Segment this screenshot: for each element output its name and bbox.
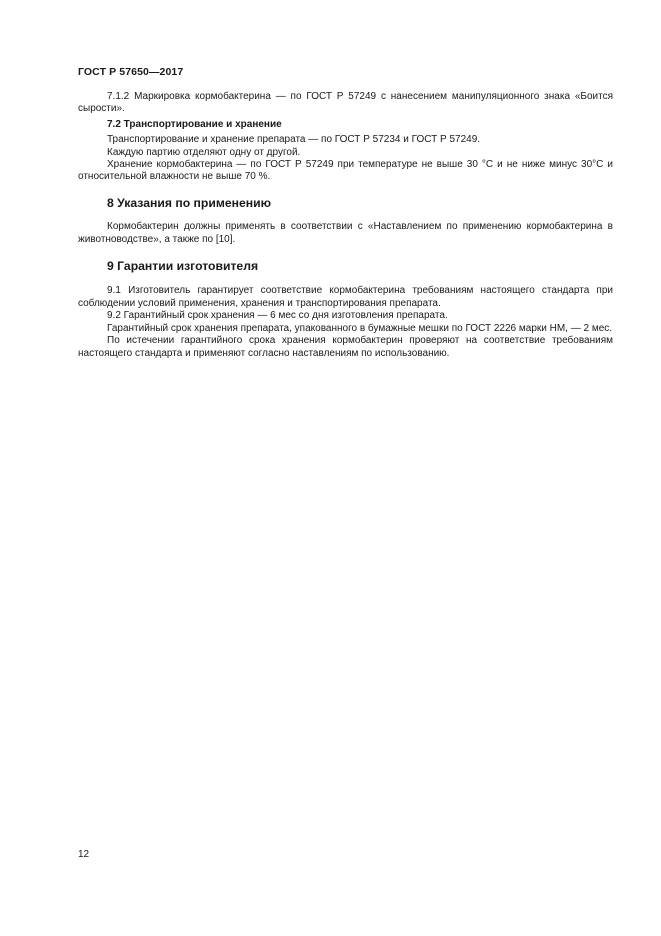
paragraph-8: Кормобактерин должны применять в соответствии с «Наставлением по применению кормобактерина в животноводстве», а также по [10]. — [78, 221, 613, 245]
paragraph-storage: Хранение кормобактерина — по ГОСТ Р 57249 при температуре не выше 30 °С и не ниже минус 30°С и относительной влажности не выше 70 %. — [78, 159, 613, 183]
paragraph-expiry: По истечении гарантийного срока хранения кормобактерин проверяют на соответствие требованиям настоящего стандарта и применяют согласно наставлениям по использованию. — [78, 335, 613, 359]
paragraph-9-1: 9.1 Изготовитель гарантирует соответствие кормобактерина требованиям настоящего стандарта при соблюдении условий применения, хранения и транспортирования препарата. — [78, 285, 613, 309]
paragraph-batch: Каждую партию отделяют одну от другой. — [107, 146, 301, 158]
section-heading-9: 9 Гарантии изготовителя — [107, 259, 259, 274]
section-heading-8: 8 Указания по применению — [107, 195, 272, 210]
subsection-heading-7-2: 7.2 Транспортирование и хранение — [107, 118, 282, 130]
paragraph-transport: Транспортирование и хранение препарата — по ГОСТ Р 57234 и ГОСТ Р 57249. — [107, 134, 481, 146]
paragraph-9-2: 9.2 Гарантийный срок хранения — 6 мес со дня изготовления препарата. — [107, 310, 448, 322]
document-header-id: ГОСТ Р 57650—2017 — [78, 66, 184, 78]
document-body — [78, 91, 613, 360]
paragraph-7-1-2: 7.1.2 Маркировка кормобактерина — по ГОСТ Р 57249 с нанесением манипуляционного знака «Боится сырости». — [78, 91, 613, 115]
page-number: 12 — [78, 849, 90, 860]
paragraph-bags: Гарантийный срок хранения препарата, упакованного в бумажные мешки по ГОСТ 2226 марки НМ, — 2 мес. — [107, 322, 613, 334]
